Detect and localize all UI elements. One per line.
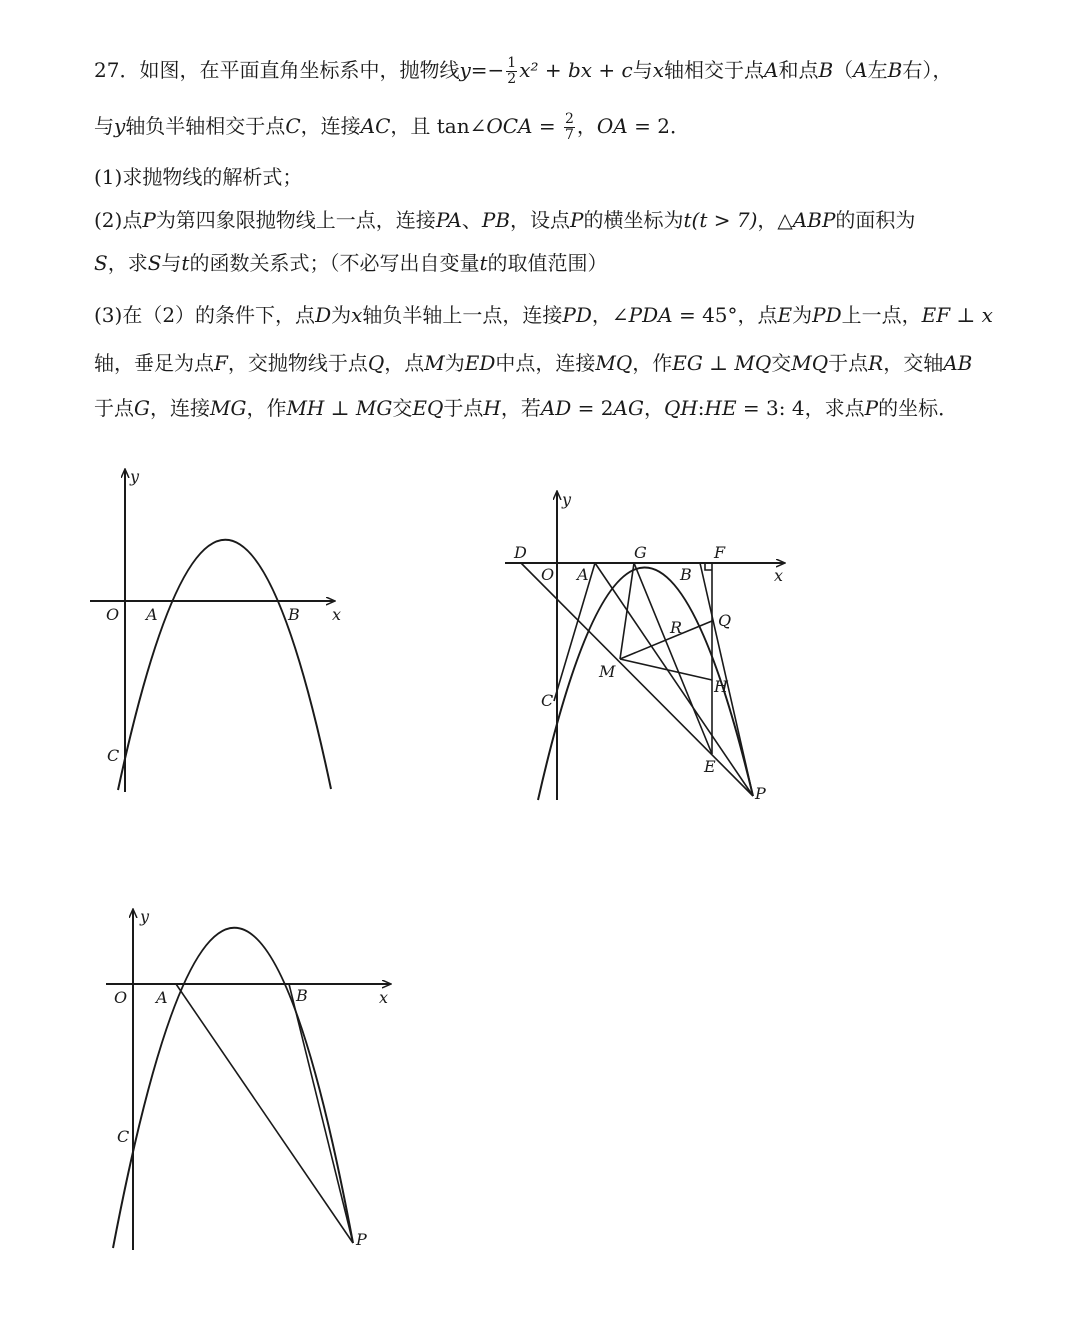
math: x (981, 303, 993, 327)
math: y (459, 58, 471, 82)
figure-1-parabola (80, 460, 380, 800)
math: ABP (792, 208, 836, 232)
math: PB (481, 208, 511, 232)
label-M: M (599, 662, 616, 681)
text: 轴相交于点 (664, 58, 765, 82)
right-angle-mark (705, 563, 712, 570)
segment-BP (289, 984, 353, 1243)
math: E (777, 303, 793, 327)
math: PA (435, 208, 462, 232)
math: t (479, 251, 488, 275)
label-A: A (146, 605, 158, 624)
label-x: x (379, 988, 389, 1007)
text: 的取值范围） (487, 251, 608, 275)
text: ，交抛物线于点 (227, 351, 368, 375)
label-A: A (577, 565, 589, 584)
math: A (764, 58, 779, 82)
text: ，△ (757, 208, 793, 232)
figure-2-construction (500, 480, 800, 810)
math: MG (355, 396, 393, 420)
math: = (532, 114, 562, 138)
math: t (181, 251, 190, 275)
text: ，设点 (510, 208, 571, 232)
label-G: G (634, 543, 647, 562)
math: EG (672, 351, 703, 375)
text: 上一点， (841, 303, 922, 327)
numerator: 2 (564, 111, 574, 127)
text: ，作 (246, 396, 287, 420)
math: y (114, 114, 126, 138)
text: ，作 (632, 351, 673, 375)
text: (3)在（2）的条件下，点 (94, 303, 316, 327)
math: Q (367, 351, 385, 375)
math: AG (613, 396, 644, 420)
math: : (697, 396, 705, 420)
math: MQ (595, 351, 633, 375)
text: 轴，垂足为点 (94, 351, 214, 375)
math: ED (464, 351, 496, 375)
math: M (424, 351, 445, 375)
text: 的横坐标为 (583, 208, 684, 232)
math: + bx + c (538, 58, 633, 82)
math: AB (943, 351, 973, 375)
math: R (868, 351, 884, 375)
denominator: 7 (564, 127, 574, 143)
math: EF (921, 303, 951, 327)
math: P (142, 208, 156, 232)
text: 轴负半轴相交于点 (125, 114, 286, 138)
parabola-curve (118, 540, 331, 790)
math: A (853, 58, 868, 82)
text: 与 (632, 58, 653, 82)
fraction-half (506, 56, 517, 87)
question-2-line-2 (94, 249, 608, 277)
math: S (94, 251, 108, 275)
question-3-line-1 (94, 301, 993, 329)
text: 右）， (902, 58, 953, 82)
math: B (818, 58, 834, 82)
text: ，求 (107, 251, 148, 275)
label-y: y (130, 467, 140, 486)
text: ，若 (500, 396, 541, 420)
math: EQ (412, 396, 444, 420)
text: (1)求抛物线的解析式； (94, 165, 303, 189)
fraction-two-sevenths (564, 112, 575, 143)
text: 为第四象限抛物线上一点，连接 (155, 208, 436, 232)
figure-3-triangle-abp (95, 900, 405, 1260)
label-B: B (680, 565, 692, 584)
math: ⊥ (950, 303, 982, 327)
math: H (483, 396, 501, 420)
text: 27．如图，在平面直角坐标系中，抛物线 (94, 58, 460, 82)
label-C: C (107, 746, 120, 765)
label-x: x (332, 605, 342, 624)
label-C: C (541, 691, 554, 710)
text: 的面积为 (835, 208, 916, 232)
math: = 2 (571, 396, 614, 420)
math: ⊥ (702, 351, 735, 375)
label-x: x (774, 566, 784, 585)
segment-MQ (620, 621, 712, 659)
label-A: A (156, 988, 168, 1007)
math: D (315, 303, 332, 327)
math: AD (540, 396, 572, 420)
math: PDA (628, 303, 673, 327)
text: 于点 (443, 396, 484, 420)
math: ⊥ (324, 396, 356, 420)
text: ，且 tan∠ (390, 114, 487, 138)
math: MH (286, 396, 325, 420)
math: MG (209, 396, 247, 420)
math: QH (663, 396, 698, 420)
math: x (652, 58, 665, 82)
math: C (285, 114, 301, 138)
problem-line-2 (94, 112, 690, 143)
math: S (147, 251, 162, 275)
question-3-line-3 (94, 394, 958, 422)
text: ，点 (384, 351, 425, 375)
math: t(t > 7) (683, 208, 758, 232)
denominator: 2 (507, 71, 517, 87)
label-Q: Q (718, 611, 732, 630)
label-B: B (288, 605, 300, 624)
problem-line-1 (94, 56, 952, 87)
parabola-curve (113, 928, 353, 1248)
segment-AP (595, 563, 753, 796)
math: P (864, 396, 879, 420)
math: F (214, 351, 228, 375)
text: 轴负半轴上一点，连接 (362, 303, 563, 327)
text: 为 (792, 303, 813, 327)
text: ，连接 (149, 396, 210, 420)
math: G (134, 396, 150, 420)
question-2-line-1 (94, 206, 915, 234)
text: 于点 (828, 351, 869, 375)
text: 的坐标． (878, 396, 959, 420)
math: PD (812, 303, 842, 327)
label-R: R (670, 618, 683, 637)
text: = 45°，点 (672, 303, 778, 327)
math: OCA (486, 114, 533, 138)
label-D: D (514, 543, 527, 562)
text: 和点 (778, 58, 819, 82)
text: ， (643, 396, 664, 420)
text: = 3: 4，求点 (736, 396, 865, 420)
label-B: B (296, 986, 308, 1005)
text: ， (576, 114, 597, 138)
text: 、 (461, 208, 482, 232)
label-y: y (140, 907, 150, 926)
segment-GE (634, 563, 712, 754)
math: HE (704, 396, 737, 420)
text: ，∠ (591, 303, 629, 327)
label-P: P (755, 784, 766, 803)
question-1 (94, 163, 302, 191)
math: =− (470, 58, 505, 82)
text: 与 (94, 114, 114, 138)
label-E: E (704, 757, 716, 776)
label-H: H (714, 677, 728, 696)
label-O: O (114, 988, 128, 1007)
math: AC (360, 114, 391, 138)
text: 的函数关系式；（不必写出自变量 (189, 251, 480, 275)
text: = 2． (627, 114, 690, 138)
text: （ (833, 58, 854, 82)
text: 于点 (94, 396, 134, 420)
math: OA (596, 114, 628, 138)
math: MQ (791, 351, 829, 375)
text: 为 (444, 351, 465, 375)
numerator: 1 (507, 55, 517, 71)
math: P (570, 208, 584, 232)
math: MQ (734, 351, 772, 375)
text: 与 (161, 251, 182, 275)
text: 交 (392, 396, 413, 420)
math: PD (562, 303, 592, 327)
label-F: F (714, 543, 726, 562)
math: x² (519, 58, 539, 82)
math: B (887, 58, 903, 82)
text: 中点，连接 (495, 351, 596, 375)
math: x (351, 303, 363, 327)
text: ，交轴 (883, 351, 944, 375)
text: ，连接 (300, 114, 361, 138)
label-O: O (541, 565, 555, 584)
label-P: P (356, 1230, 367, 1249)
question-3-line-2 (94, 349, 972, 377)
label-O: O (106, 605, 120, 624)
label-y: y (562, 490, 572, 509)
text: 左 (867, 58, 888, 82)
text: 交 (771, 351, 792, 375)
text: 为 (331, 303, 352, 327)
text: (2)点 (94, 208, 143, 232)
label-C: C (117, 1127, 130, 1146)
